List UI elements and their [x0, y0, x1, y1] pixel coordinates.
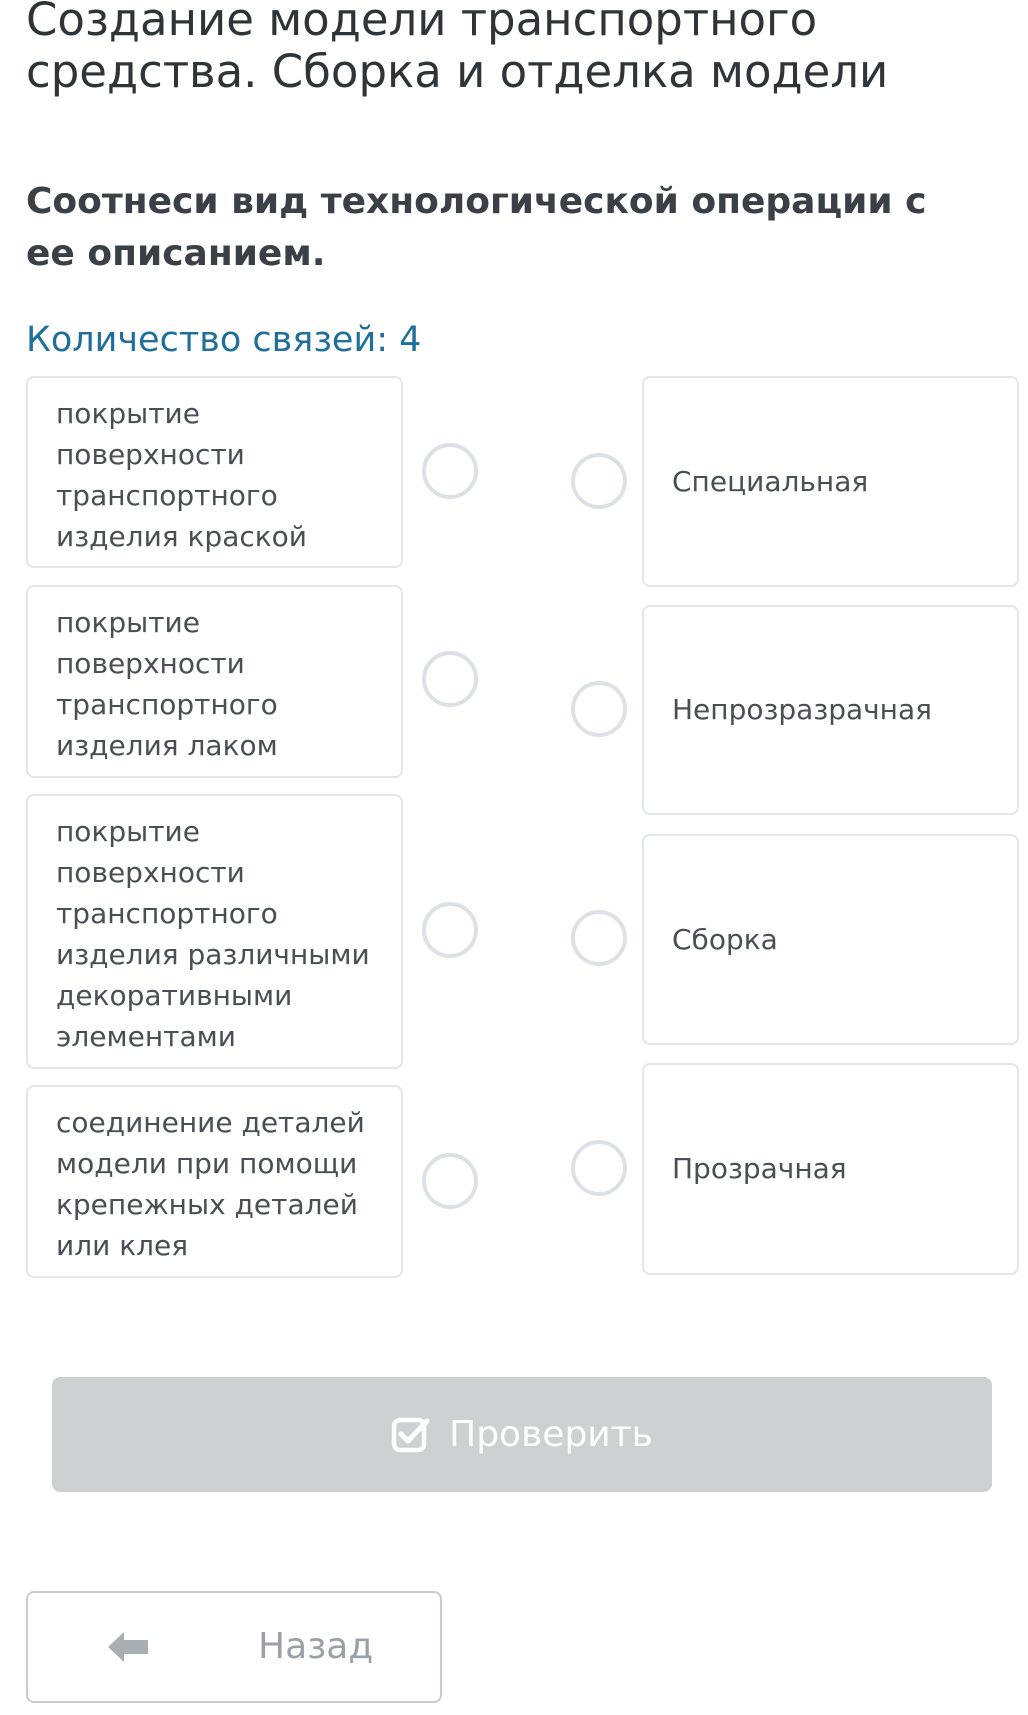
left-item-4 [26, 1085, 403, 1278]
right-connector-3[interactable] [571, 910, 627, 966]
left-connector-1[interactable] [422, 443, 478, 499]
left-item-label: покрытие поверхности транспортного изделия лаком [56, 606, 278, 762]
right-connector-1[interactable] [571, 453, 627, 509]
check-button-label: Проверить [449, 1414, 653, 1455]
task-instruction: Соотнеси вид технологической операции с ее описанием. [26, 181, 927, 274]
right-connector-4[interactable] [571, 1140, 627, 1196]
right-item-label: Непрозразрачная [672, 693, 932, 726]
left-connector-2[interactable] [422, 651, 478, 707]
check-square-icon [391, 1415, 431, 1455]
right-item-label: Сборка [672, 922, 778, 956]
right-item-label: Прозрачная [672, 1152, 847, 1185]
right-item-2 [642, 605, 1019, 815]
page-title: Создание модели транспортного средства. Сборка и отделка модели [26, 0, 889, 98]
arrow-left-icon [106, 1629, 150, 1665]
left-item-3 [26, 794, 403, 1069]
left-item-1 [26, 376, 403, 568]
links-count: Количество связей: 4 [26, 320, 422, 360]
left-item-label: покрытие поверхности транспортного изделия краской [56, 397, 307, 553]
right-item-1 [642, 376, 1019, 587]
left-item-2 [26, 585, 403, 778]
back-button-label: Назад [258, 1626, 374, 1667]
check-button[interactable] [52, 1377, 992, 1492]
left-connector-4[interactable] [422, 1153, 478, 1209]
back-button[interactable] [26, 1591, 442, 1703]
right-connector-2[interactable] [571, 681, 627, 737]
right-item-4 [642, 1063, 1019, 1275]
right-item-3 [642, 834, 1019, 1045]
left-item-label: соединение деталей модели при помощи крепежных деталей или клея [56, 1106, 365, 1262]
left-item-label: покрытие поверхности транспортного изделия различными декоративными элементами [56, 815, 370, 1053]
right-item-label: Специальная [672, 464, 869, 498]
left-connector-3[interactable] [422, 902, 478, 958]
